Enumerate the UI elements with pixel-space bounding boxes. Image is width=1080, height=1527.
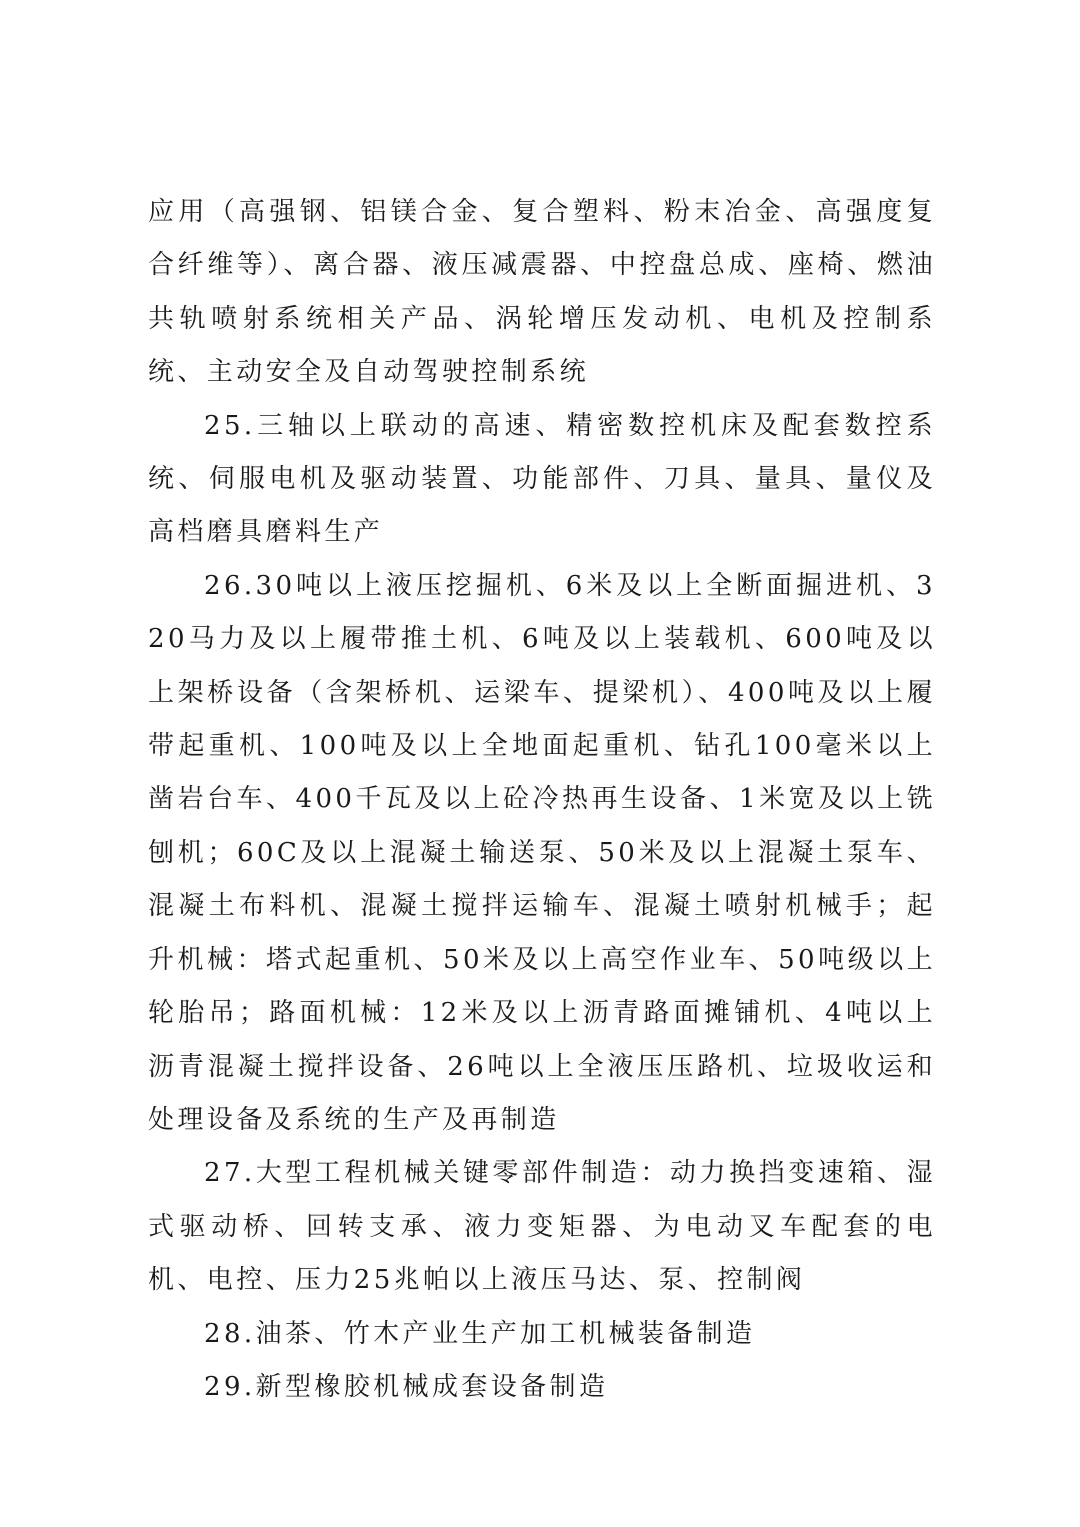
paragraph-item-29: 29.新型橡胶机械成套设备制造 [204,1371,609,1402]
paragraph-item-27: 27.大型工程机械关键零部件制造：动力换挡变速箱、湿式驱动桥、回转支承、液力变矩器、为电动叉车配套的电机、电控、压力25兆帕以上液压马达、泵、控制阀 [148,1158,936,1296]
document-body [148,186,936,1414]
paragraph-item-28: 28.油茶、竹木产业生产加工机械装备制造 [204,1318,756,1349]
paragraph-item-26: 26.30吨以上液压挖掘机、6米及以上全断面掘进机、320马力及以上履带推土机、6吨及以上装载机、600吨及以上架桥设备（含架桥机、运梁车、提梁机）、400吨及以上履带起重机、100吨及以上全地面起重机、钻孔100毫米以上凿岩台车、400千瓦及以上砼冷热再生设备、1米宽及以上铣刨机；60C及以上混凝土输送泵、50米及以上混凝土泵车、混凝土布料机、混凝土搅拌运输车、混凝土喷射机械手；起升机械：塔式起重机、50米及以上高空作业车、50吨级以上轮胎吊；路面机械：12米及以上沥青路面摊铺机、4吨以上沥青混凝土搅拌设备、26吨以上全液压压路机、垃圾收运和处理设备及系统的生产及再制造 [148,570,936,1135]
paragraph-continued: 应用（高强钢、铝镁合金、复合塑料、粉末冶金、高强度复合纤维等）、离合器、液压减震器、中控盘总成、座椅、燃油共轨喷射系统相关产品、涡轮增压发动机、电机及控制系统、主动安全及自动驾驶控制系统 [148,197,936,388]
paragraph-item-25: 25.三轴以上联动的高速、精密数控机床及配套数控系统、伺服电机及驱动装置、功能部件、刀具、量具、量仪及高档磨具磨料生产 [148,410,936,548]
